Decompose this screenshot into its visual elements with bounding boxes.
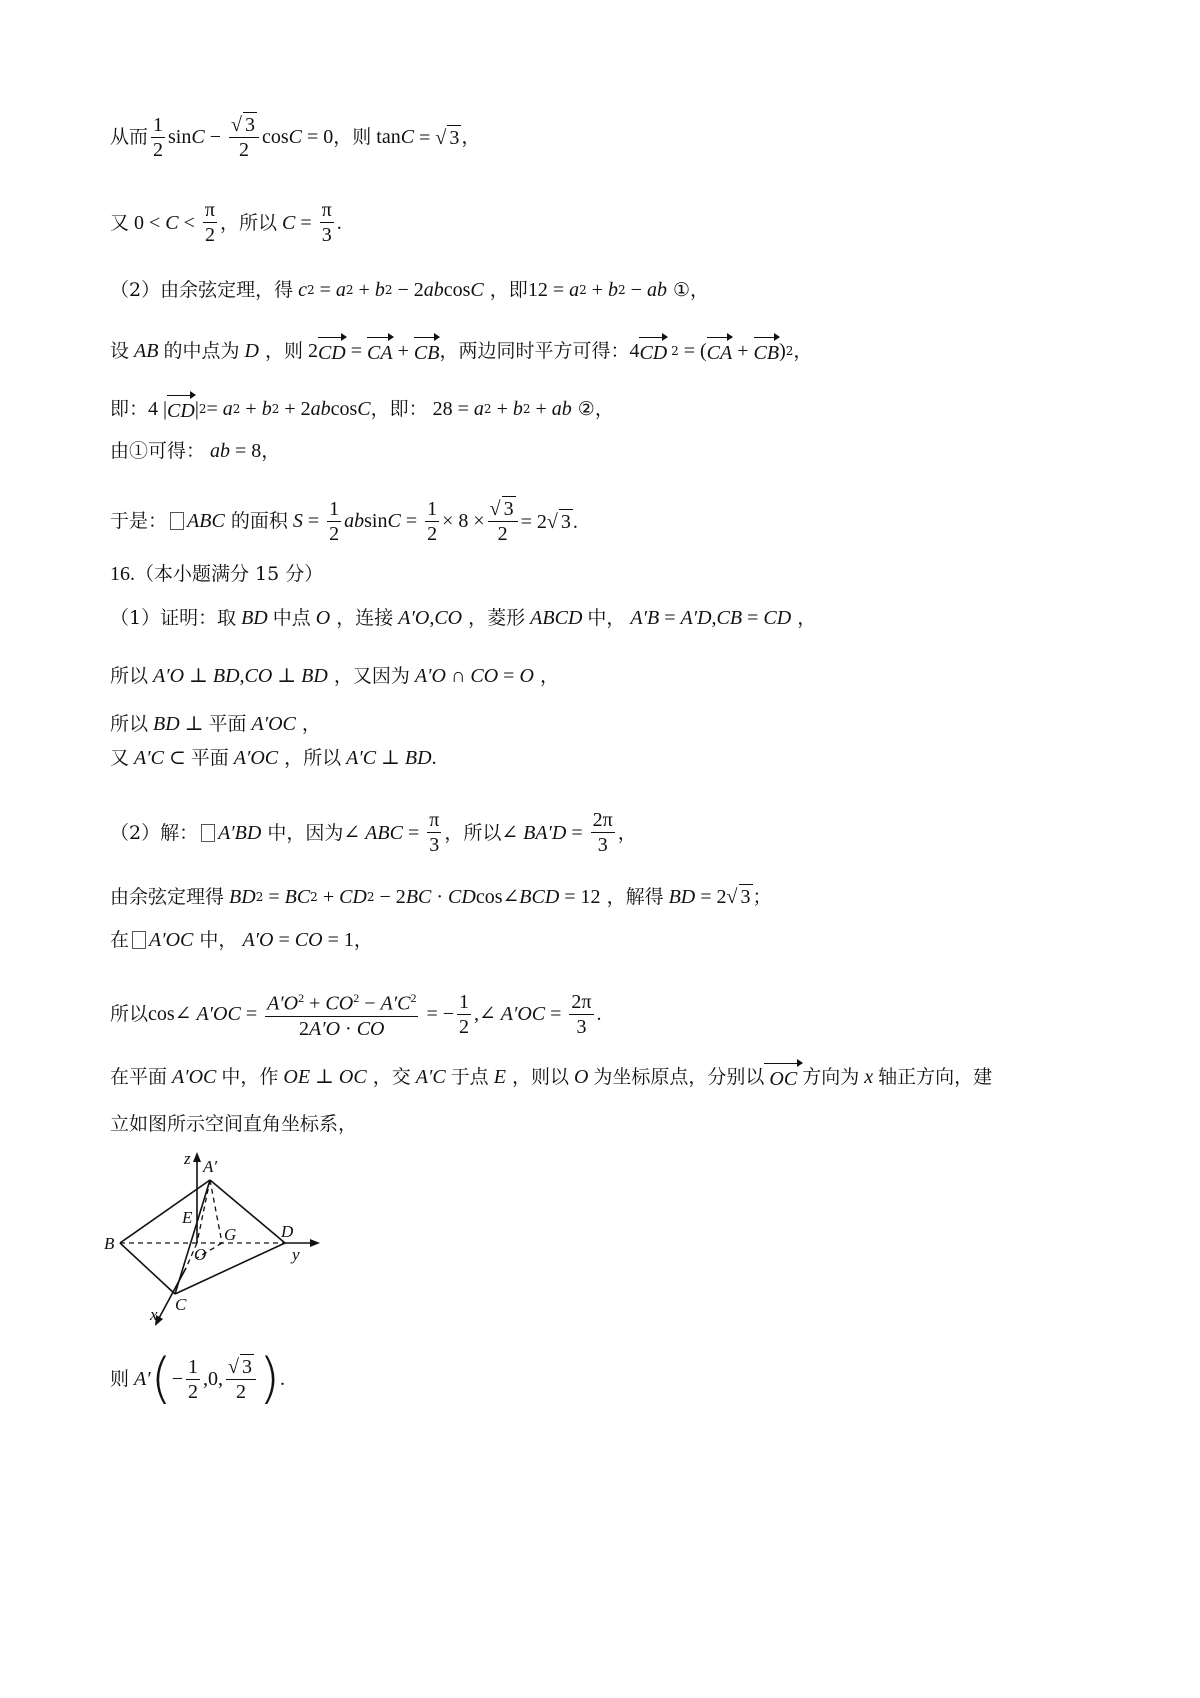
label-B: B <box>104 1234 115 1253</box>
line-2: 又 0 < C < $\frac{\pi}{2}$ ，所以 C = $\frac{\pi}{3}$ . <box>110 199 342 246</box>
label-D: D <box>281 1222 294 1241</box>
line-13: （2）解： A′BD 中，因为 ∠ ABC = $\frac{\pi}{3}$ ，所以 ∠ BA′D = $\frac{2\pi}{3}$ ， <box>110 809 637 856</box>
line-18: 立如图所示空间直角坐标系， <box>110 1113 358 1135</box>
label-x: x <box>150 1305 158 1324</box>
z-arrow-icon <box>193 1152 201 1162</box>
label-A: A′ <box>203 1157 218 1176</box>
label-y: y <box>292 1245 300 1264</box>
line-19: 则 A′ ( − $\frac{1}{2}$ ,0, $\frac{√ 3}{2}$ ) . <box>110 1347 286 1410</box>
label-G: G <box>224 1225 237 1244</box>
segment-AO-dashed <box>197 1180 210 1243</box>
line-15: 在 A′OC 中， A′O = CO = 1 ， <box>110 929 373 951</box>
line-10: 所以 A′O ⊥ BD , CO ⊥ BD ，又因为 A′O ∩ CO = O ， <box>110 665 559 687</box>
triangle-symbol-placeholder <box>170 512 184 530</box>
line-3: （2）由余弦定理，得 c 2 = a 2 + b 2 − 2 ab cos C ，即 12 = a 2 + b 2 − ab ①， <box>110 279 710 301</box>
line-16: 所以 cos∠ A′OC = $\frac{A'O^2 + CO^2 - A'C^2}{2A'O \cdot CO}$ = − $\frac{1}{2}$ ,∠ A′OC = $\frac{2\pi}{3}$ . <box>110 986 602 1042</box>
coordinate-figure <box>100 1148 360 1338</box>
line-14: 由余弦定理得 BD 2 = BC 2 + CD 2 − 2 BC · CD cos∠ BCD = 12 ，解得 BD = 2√ 3 ； <box>110 885 772 908</box>
line-9: （1）证明：取 BD 中点 O ，连接 A′O , CO ，菱形 ABCD 中， A′B = A′D , CB = CD ， <box>110 607 817 629</box>
line-7: 于是： ABC 的面积 S = $\frac{1}{2}$ ab sin C = $\frac{1}{2}$ × 8 × $\frac{√ 3}{2}$ = 2√ 3 . <box>110 497 578 545</box>
line-11: 所以 BD ⊥ 平面 A′OC ， <box>110 713 321 735</box>
triangle-symbol-placeholder <box>201 824 215 842</box>
label-O: O <box>194 1245 207 1264</box>
label-E: E <box>182 1208 193 1227</box>
edge-AC <box>175 1180 210 1294</box>
line-5: 即： 4 | CD | 2 = a 2 + b 2 + 2 ab cos C ，即： 28 = a 2 + b 2 + ab ②， <box>110 394 614 423</box>
edge-CD <box>175 1243 285 1294</box>
y-arrow-icon <box>310 1239 320 1247</box>
edge-BC <box>120 1243 175 1294</box>
label-z: z <box>184 1149 191 1168</box>
line-12: 又 A′C ⊂ 平面 A′OC ，所以 A′C ⊥ BD . <box>110 747 437 769</box>
edge-AD <box>210 1180 285 1243</box>
line-6: 由①可得： ab = 8 ， <box>110 440 281 462</box>
triangle-symbol-placeholder <box>132 931 146 949</box>
line-17: 在平面 A′OC 中，作 OE ⊥ OC ，交 A′C 于点 E ，则以 O 为坐标原点，分别以 OC 方向为 x 轴正方向，建 <box>110 1062 992 1091</box>
line-1: 从而 $\frac{1}{2}$ sin C − $\frac{√ 3}{2}$ cos C = 0 ，则 tan C = √ 3 ， <box>110 113 481 161</box>
line-4: 设 AB 的中点为 D ，则 2 CD = CA + CB ，两边同时平方可得： 4 CD 2 = ( CA + CB ) 2 ， <box>110 336 812 365</box>
label-C: C <box>175 1295 187 1314</box>
line-8-question-16: 16. （本小题满分 15 分） <box>110 563 324 585</box>
